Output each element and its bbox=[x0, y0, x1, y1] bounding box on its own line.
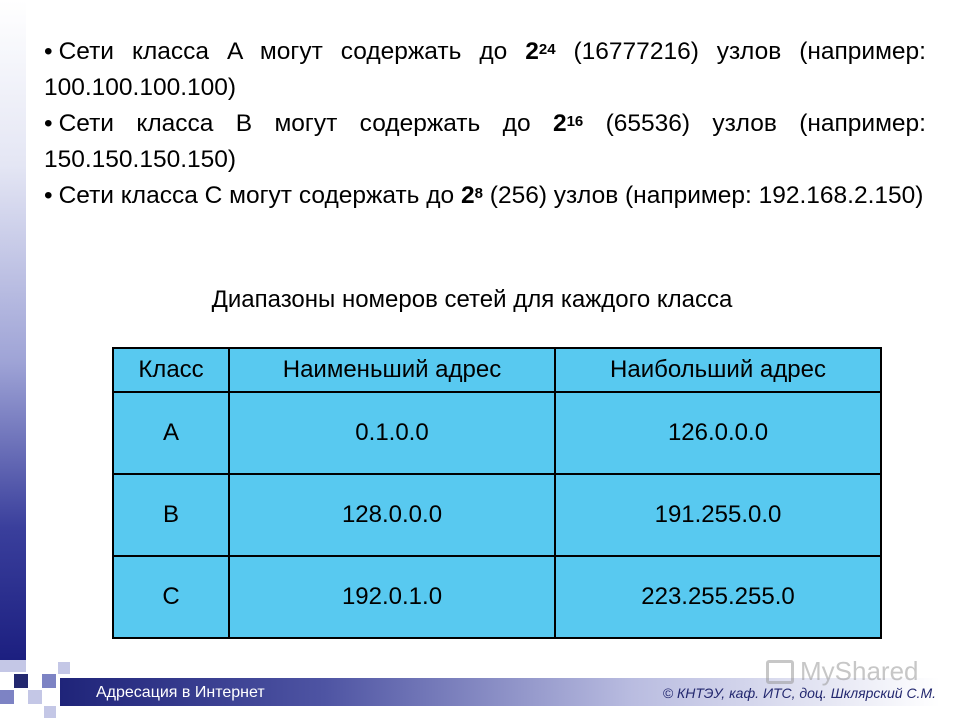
table-header-row bbox=[113, 348, 881, 392]
table-row bbox=[113, 474, 881, 556]
column-header-max: Наибольший адрес bbox=[555, 348, 881, 392]
footer-title: Адресация в Интернет bbox=[96, 684, 265, 701]
decor-square bbox=[58, 662, 70, 674]
cell-min-address: 0.1.0.0 bbox=[229, 392, 555, 474]
decor-square bbox=[0, 690, 14, 704]
cell-class: A bbox=[113, 392, 229, 474]
table-row bbox=[113, 556, 881, 638]
cell-class: C bbox=[113, 556, 229, 638]
bullet-item: • Сети класса C могут содержать до $2^8$ (256) узлов (например: 192.168.2.150) bbox=[44, 182, 924, 209]
address-range-table bbox=[112, 347, 882, 639]
cell-min-address: 192.0.1.0 bbox=[229, 556, 555, 638]
cell-max-address: 126.0.0.0 bbox=[555, 392, 881, 474]
table-caption: Диапазоны номеров сетей для каждого класса bbox=[211, 286, 733, 313]
watermark-text: MyShared bbox=[800, 656, 919, 686]
cell-class: B bbox=[113, 474, 229, 556]
decor-square bbox=[42, 674, 56, 688]
decor-square bbox=[28, 690, 42, 704]
column-header-class: Класс bbox=[113, 348, 229, 392]
bullet-list bbox=[44, 34, 926, 214]
bullet-item: • Сети класса B могут содержать до $2^{16}$ (65536) узлов (например: 150.150.150.150) bbox=[44, 110, 926, 173]
left-decorative-strip bbox=[0, 0, 26, 660]
watermark bbox=[766, 656, 919, 687]
presentation-icon bbox=[766, 660, 794, 684]
cell-max-address: 191.255.0.0 bbox=[555, 474, 881, 556]
decor-square bbox=[14, 674, 28, 688]
footer-copyright: © КНТЭУ, каф. ИТС, доц. Шклярский С.М. bbox=[662, 685, 936, 701]
cell-min-address: 128.0.0.0 bbox=[229, 474, 555, 556]
column-header-min: Наименьший адрес bbox=[229, 348, 555, 392]
table-row bbox=[113, 392, 881, 474]
decor-square bbox=[44, 706, 56, 718]
cell-max-address: 223.255.255.0 bbox=[555, 556, 881, 638]
decor-square bbox=[0, 660, 26, 672]
bullet-item: • Сети класса A могут содержать до $2^{24}$ (16777216) узлов (например: 100.100.100.100) bbox=[44, 38, 926, 101]
